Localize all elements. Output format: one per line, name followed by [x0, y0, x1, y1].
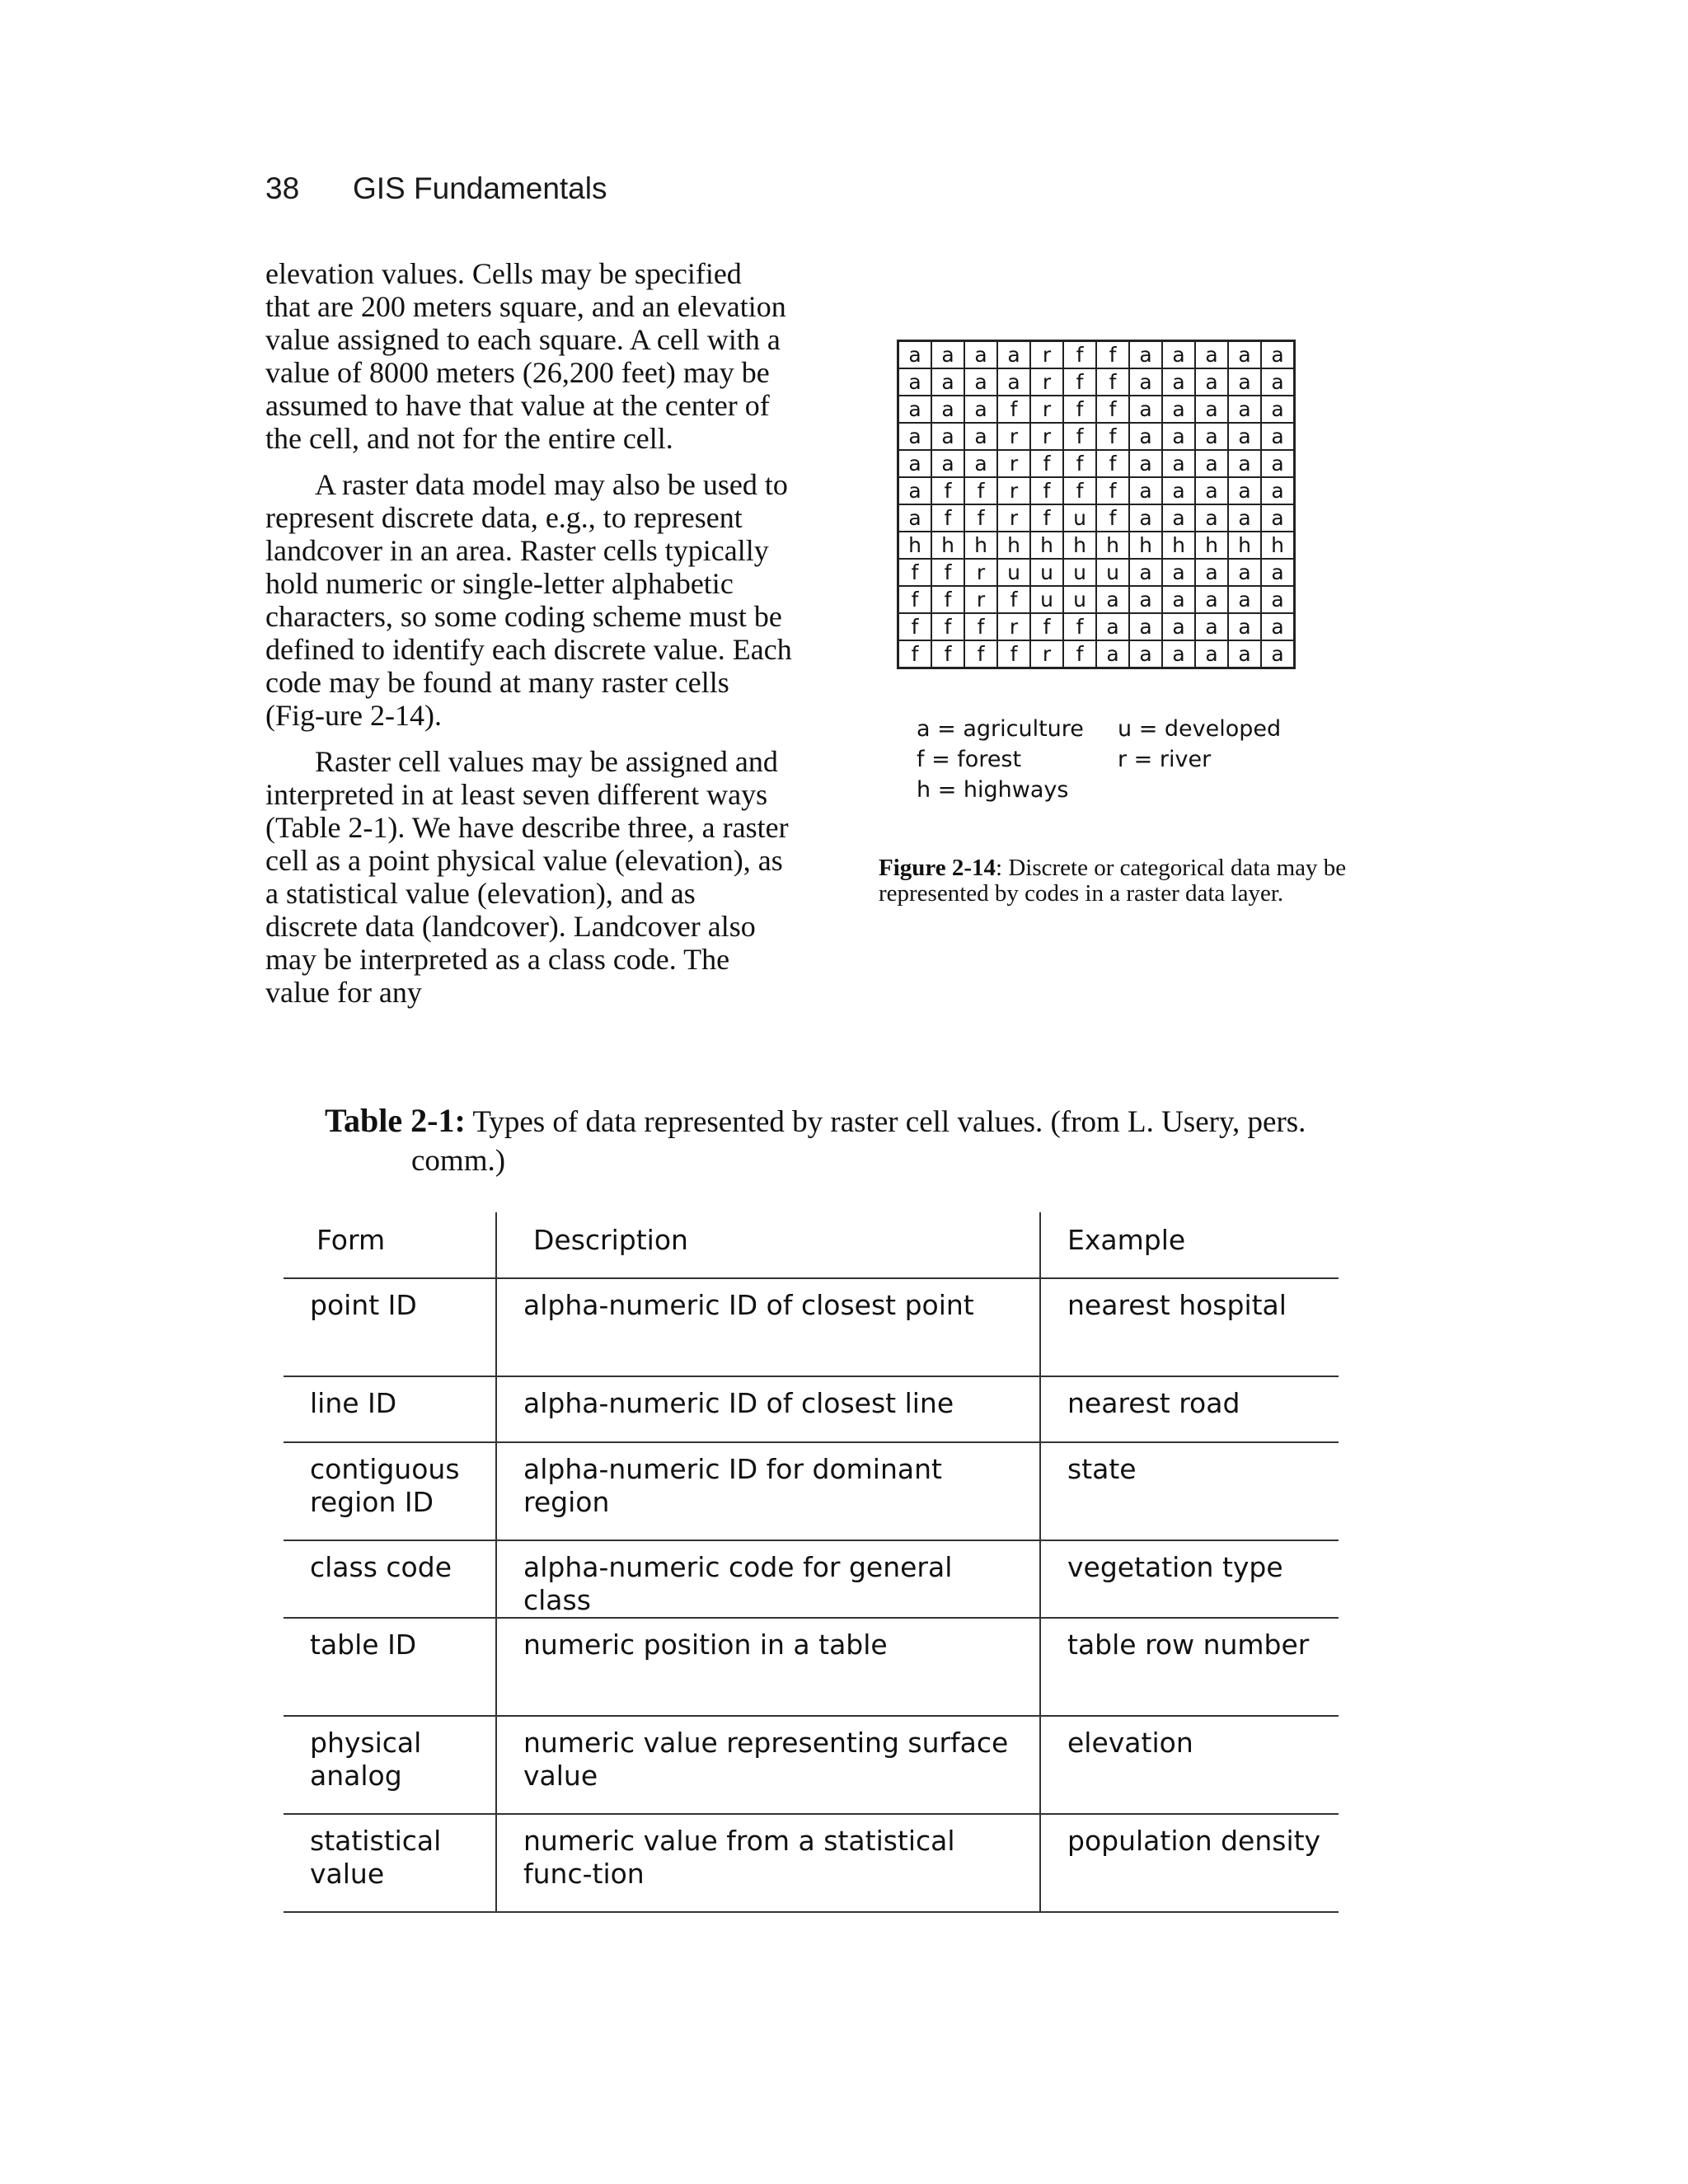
raster-cell: h	[1096, 532, 1129, 559]
raster-cell: a	[1195, 368, 1228, 396]
raster-cell: a	[1129, 368, 1162, 396]
raster-cell: f	[1096, 396, 1129, 423]
raster-cell: a	[1129, 423, 1162, 450]
raster-cell: a	[1129, 559, 1162, 586]
raster-cell: r	[997, 504, 1030, 532]
legend-highways: h = highways	[917, 777, 1069, 803]
raster-cell: a	[931, 423, 964, 450]
raster-cell: f	[1063, 423, 1096, 450]
raster-cell: a	[1195, 450, 1228, 477]
raster-cell: f	[1063, 341, 1096, 369]
raster-cell: u	[1063, 586, 1096, 613]
raster-row	[898, 559, 1295, 586]
raster-cell: f	[1063, 396, 1096, 423]
raster-cell: h	[964, 532, 997, 559]
cell-form: point ID	[284, 1278, 496, 1376]
table-row	[284, 1618, 1339, 1716]
table-row	[284, 1716, 1339, 1814]
raster-cell: a	[1261, 396, 1295, 423]
raster-cell: f	[1063, 450, 1096, 477]
raster-cell: a	[1162, 423, 1195, 450]
raster-cell: a	[1129, 586, 1162, 613]
cell-example: nearest road	[1040, 1376, 1339, 1442]
legend-agriculture: a = agriculture	[917, 716, 1084, 742]
body-text-column	[265, 257, 793, 1022]
figure-caption-label: Figure 2-14	[879, 855, 996, 881]
cell-example: state	[1040, 1442, 1339, 1540]
raster-cell: a	[1129, 504, 1162, 532]
table-caption-continuation: comm.)	[411, 1144, 506, 1178]
cell-example: nearest hospital	[1040, 1278, 1339, 1376]
legend-developed: u = developed	[1118, 716, 1282, 742]
raster-cell: f	[1096, 504, 1129, 532]
cell-form: class code	[284, 1540, 496, 1618]
raster-cell: a	[1228, 559, 1261, 586]
raster-cell: a	[1228, 396, 1261, 423]
raster-cell: f	[898, 559, 932, 586]
figure-caption-text: : Discrete or categorical data may be represented by codes in a raster data layer.	[879, 855, 1347, 907]
raster-cell: a	[1261, 559, 1295, 586]
raster-cell: a	[1228, 368, 1261, 396]
raster-cell: f	[1063, 640, 1096, 668]
page-number: 38	[265, 171, 300, 205]
raster-cell: a	[1162, 504, 1195, 532]
raster-cell: h	[1063, 532, 1096, 559]
raster-cell: a	[964, 423, 997, 450]
raster-cell: f	[1096, 450, 1129, 477]
raster-cell: a	[964, 396, 997, 423]
raster-row	[898, 450, 1295, 477]
legend-column-left	[917, 714, 1084, 805]
cell-example: population density	[1040, 1814, 1339, 1912]
raster-cell: f	[964, 613, 997, 640]
raster-cell: a	[1096, 640, 1129, 668]
raster-cell: a	[898, 450, 932, 477]
raster-cell: f	[1030, 613, 1063, 640]
raster-cell: a	[1228, 504, 1261, 532]
body-paragraph-1: elevation values. Cells may be specified that are 200 meters square, and an elevation value assigned to each square. A cell with a value of 8000 meters (26,200 feet) may be assumed to have that value at the center of the cell, and not for the entire cell.	[265, 257, 786, 455]
raster-row	[898, 341, 1295, 369]
raster-cell: a	[1261, 423, 1295, 450]
raster-cell: f	[964, 640, 997, 668]
raster-cell: a	[1195, 423, 1228, 450]
raster-row	[898, 423, 1295, 450]
raster-cell: a	[898, 396, 932, 423]
raster-row	[898, 532, 1295, 559]
raster-cell: u	[1030, 559, 1063, 586]
raster-cell: a	[898, 504, 932, 532]
raster-cell: r	[997, 450, 1030, 477]
raster-cell: a	[1162, 341, 1195, 369]
raster-cell: a	[964, 450, 997, 477]
cell-description: alpha-numeric code for general class	[496, 1540, 1040, 1618]
table-header-row	[284, 1212, 1339, 1278]
raster-cell: a	[1228, 640, 1261, 668]
cell-example: elevation	[1040, 1716, 1339, 1814]
cell-description: numeric position in a table	[496, 1618, 1040, 1716]
figure-caption	[879, 855, 1357, 907]
raster-cell: f	[1030, 450, 1063, 477]
raster-cell: a	[1228, 613, 1261, 640]
raster-cell: f	[898, 640, 932, 668]
raster-cell: a	[931, 396, 964, 423]
raster-row	[898, 586, 1295, 613]
raster-cell: a	[1195, 559, 1228, 586]
raster-cell: h	[1030, 532, 1063, 559]
raster-cell: a	[1162, 613, 1195, 640]
raster-row	[898, 640, 1295, 668]
raster-cell: a	[1162, 396, 1195, 423]
raster-cell: a	[1261, 504, 1295, 532]
table-row	[284, 1278, 1339, 1376]
raster-cell: r	[964, 559, 997, 586]
raster-cell: a	[1261, 341, 1295, 369]
raster-cell: f	[931, 504, 964, 532]
raster-cell: a	[1195, 477, 1228, 504]
cell-description: alpha-numeric ID of closest line	[496, 1376, 1040, 1442]
raster-cell: a	[1162, 559, 1195, 586]
raster-cell: a	[1162, 368, 1195, 396]
cell-description: numeric value from a statistical func-tion	[496, 1814, 1040, 1912]
cell-form: physical analog	[284, 1716, 496, 1814]
raster-cell: a	[1129, 613, 1162, 640]
header-example: Example	[1040, 1212, 1339, 1278]
cell-example: vegetation type	[1040, 1540, 1339, 1618]
table-row	[284, 1540, 1339, 1618]
header-description: Description	[496, 1212, 1040, 1278]
raster-cell: h	[1195, 532, 1228, 559]
raster-cell: f	[898, 586, 932, 613]
raster-cell: r	[1030, 368, 1063, 396]
raster-cell: a	[898, 477, 932, 504]
raster-cell: r	[1030, 640, 1063, 668]
cell-example: table row number	[1040, 1618, 1339, 1716]
raster-cell: a	[1195, 613, 1228, 640]
raster-cell: a	[931, 368, 964, 396]
raster-cell: a	[1195, 341, 1228, 369]
raster-cell: a	[1129, 396, 1162, 423]
raster-cell: f	[997, 396, 1030, 423]
raster-cell: a	[1096, 586, 1129, 613]
raster-cell: f	[931, 586, 964, 613]
raster-cell: a	[1162, 640, 1195, 668]
raster-cell: f	[1096, 368, 1129, 396]
raster-cell: a	[1261, 368, 1295, 396]
raster-cell: f	[931, 640, 964, 668]
cell-form: line ID	[284, 1376, 496, 1442]
raster-cell: a	[964, 368, 997, 396]
raster-row	[898, 396, 1295, 423]
raster-cell: a	[1129, 640, 1162, 668]
raster-cell: a	[898, 341, 932, 369]
raster-cell: a	[1261, 477, 1295, 504]
raster-cell: f	[1063, 613, 1096, 640]
raster-cell: u	[1096, 559, 1129, 586]
raster-cell: f	[997, 640, 1030, 668]
header-form: Form	[284, 1212, 496, 1278]
raster-cell: a	[931, 341, 964, 369]
raster-cell: u	[1030, 586, 1063, 613]
raster-cell: f	[1096, 477, 1129, 504]
table-row	[284, 1376, 1339, 1442]
raster-cell: a	[1195, 640, 1228, 668]
raster-cell: h	[1129, 532, 1162, 559]
raster-value-types-table	[284, 1212, 1339, 1913]
raster-cell: u	[1063, 504, 1096, 532]
running-head	[265, 171, 607, 206]
raster-cell: a	[1261, 450, 1295, 477]
raster-cell: u	[1063, 559, 1096, 586]
body-paragraph-3: Raster cell values may be assigned and interpreted in at least seven different ways (Table 2-1). We have describe three, a raster cell as a point physical value (elevation), as a statistical value (elevation), and as discrete data (landcover). Landcover also may be interpreted as a class code. The value for any	[265, 745, 789, 1009]
legend-forest: f = forest	[917, 747, 1022, 772]
raster-cell: a	[898, 423, 932, 450]
raster-row	[898, 504, 1295, 532]
raster-cell: h	[1228, 532, 1261, 559]
raster-cell: r	[964, 586, 997, 613]
raster-cell: a	[1261, 613, 1295, 640]
raster-cell: f	[1030, 477, 1063, 504]
cell-description: numeric value representing surface value	[496, 1716, 1040, 1814]
raster-cell: r	[1030, 423, 1063, 450]
raster-cell: f	[931, 559, 964, 586]
raster-cell: a	[1195, 396, 1228, 423]
raster-cell: a	[1129, 341, 1162, 369]
raster-cell: a	[1096, 613, 1129, 640]
table-row	[284, 1442, 1339, 1540]
raster-cell: f	[964, 477, 997, 504]
legend-river: r = river	[1118, 747, 1212, 772]
raster-cell: a	[1228, 423, 1261, 450]
raster-cell: a	[1228, 450, 1261, 477]
raster-cell: a	[1129, 450, 1162, 477]
raster-cell: f	[1096, 341, 1129, 369]
raster-cell: a	[997, 368, 1030, 396]
table-caption	[325, 1101, 1355, 1180]
table-caption-label: Table 2-1:	[325, 1102, 466, 1139]
cell-form: statistical value	[284, 1814, 496, 1912]
raster-row	[898, 613, 1295, 640]
book-title: GIS Fundamentals	[353, 171, 607, 205]
table-row	[284, 1814, 1339, 1912]
raster-cell: r	[997, 477, 1030, 504]
raster-cell: a	[1162, 477, 1195, 504]
raster-cell: a	[1162, 450, 1195, 477]
raster-cell: f	[1030, 504, 1063, 532]
raster-cell: a	[1162, 586, 1195, 613]
raster-grid-figure	[897, 340, 1296, 669]
raster-cell: h	[898, 532, 932, 559]
cell-description: alpha-numeric ID of closest point	[496, 1278, 1040, 1376]
raster-row	[898, 477, 1295, 504]
raster-cell: f	[997, 586, 1030, 613]
raster-cell: h	[1261, 532, 1295, 559]
raster-cell: a	[1195, 504, 1228, 532]
raster-cell: f	[1063, 368, 1096, 396]
raster-cell: r	[1030, 341, 1063, 369]
raster-cell: h	[931, 532, 964, 559]
raster-cell: a	[1261, 586, 1295, 613]
raster-cell: a	[898, 368, 932, 396]
raster-cell: h	[1162, 532, 1195, 559]
raster-cell: f	[1096, 423, 1129, 450]
body-paragraph-2: A raster data model may also be used to represent discrete data, e.g., to represent landcover in an area. Raster cells typically hold numeric or single-letter alphabetic characters, so some coding scheme must be defined to identify each discrete value. Each code may be found at many raster cells (Fig-ure 2-14).	[265, 468, 792, 732]
raster-cell: a	[931, 450, 964, 477]
raster-row	[898, 368, 1295, 396]
legend-column-right	[1118, 714, 1281, 775]
raster-cell: f	[964, 504, 997, 532]
raster-cell: h	[997, 532, 1030, 559]
raster-cell: a	[1228, 586, 1261, 613]
raster-cell: a	[1129, 477, 1162, 504]
raster-cell: a	[1228, 341, 1261, 369]
raster-cell: a	[964, 341, 997, 369]
raster-cell: u	[997, 559, 1030, 586]
raster-cell: f	[1063, 477, 1096, 504]
raster-cell: f	[898, 613, 932, 640]
raster-cell: f	[931, 613, 964, 640]
raster-cell: r	[997, 613, 1030, 640]
raster-cell: r	[1030, 396, 1063, 423]
cell-form: table ID	[284, 1618, 496, 1716]
raster-cell: a	[1195, 586, 1228, 613]
raster-cell: f	[931, 477, 964, 504]
table-caption-text: Types of data represented by raster cell values. (from L. Usery, pers.	[465, 1105, 1306, 1139]
cell-form: contiguous region ID	[284, 1442, 496, 1540]
cell-description: alpha-numeric ID for dominant region	[496, 1442, 1040, 1540]
raster-cell: a	[1228, 477, 1261, 504]
raster-cell: r	[997, 423, 1030, 450]
raster-cell: a	[997, 341, 1030, 369]
raster-cell: a	[1261, 640, 1295, 668]
